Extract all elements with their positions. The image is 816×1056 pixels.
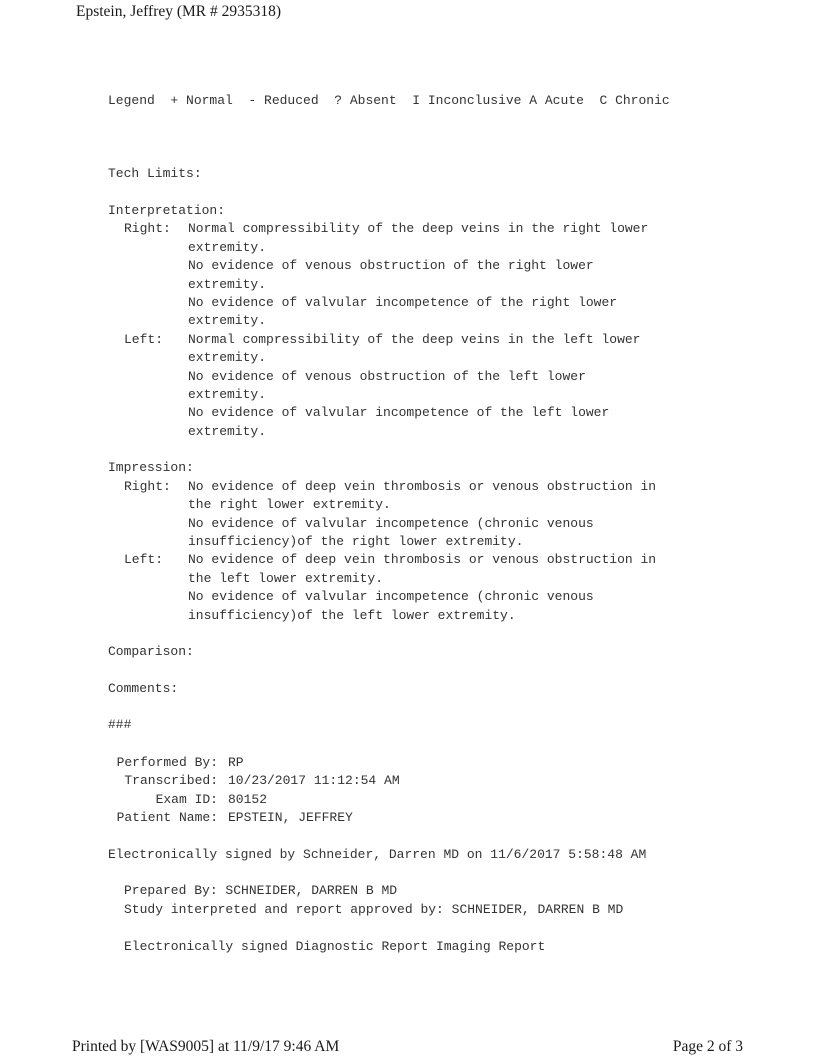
report-type-line: Electronically signed Diagnostic Report Imaging Report [124, 939, 546, 954]
impression-right-line: the right lower extremity. [188, 497, 391, 512]
electronic-signature-line: Electronically signed by Schneider, Darren MD on 11/6/2017 5:58:48 AM [108, 847, 647, 862]
impression-right-line: No evidence of valvular incompetence (chronic venous [188, 516, 594, 531]
section-separator: ### [108, 717, 132, 732]
prepared-by-line: Prepared By: SCHNEIDER, DARREN B MD [124, 883, 398, 898]
interpretation-heading: Interpretation: [108, 203, 226, 218]
impression-left-line: the left lower extremity. [188, 571, 384, 586]
printed-by-footer: Printed by [WAS9005] at 11/9/17 9:46 AM [72, 1038, 340, 1055]
performed-by-label: Performed By: [116, 755, 218, 770]
interpretation-left-line: extremity. [188, 350, 267, 365]
patient-name-label: Patient Name: [116, 810, 218, 825]
impression-left-line: insufficiency)of the left lower extremity. [188, 608, 516, 623]
page-number: Page 2 of 3 [672, 1038, 743, 1055]
interpretation-left-line: extremity. [188, 424, 267, 439]
comparison-label: Comparison: [108, 644, 194, 659]
impression-left-line: No evidence of valvular incompetence (chronic venous [188, 589, 594, 604]
impression-right-line: insufficiency)of the right lower extremity. [188, 534, 524, 549]
interpretation-right-line: extremity. [188, 313, 267, 328]
legend-line: Legend + Normal - Reduced ? Absent I Inconclusive A Acute C Chronic [108, 93, 670, 108]
interpretation-right-line: No evidence of valvular incompetence of the right lower [188, 295, 618, 310]
interpretation-left-line: No evidence of venous obstruction of the left lower [188, 369, 586, 384]
tech-limits-label: Tech Limits: [108, 166, 202, 181]
interpretation-right-line: Normal compressibility of the deep veins in the right lower [188, 221, 649, 236]
interpretation-left-line: Normal compressibility of the deep veins in the left lower [188, 332, 641, 347]
impression-right-label: Right: [124, 479, 171, 494]
exam-id-label: Exam ID: [155, 792, 218, 807]
transcribed-label: Transcribed: [124, 773, 218, 788]
exam-id-value: 80152 [228, 792, 268, 807]
performed-by-value: RP [228, 755, 244, 770]
comments-label: Comments: [108, 681, 179, 696]
interpretation-right-line: No evidence of venous obstruction of the right lower [188, 258, 594, 273]
interpretation-left-line: No evidence of valvular incompetence of the left lower [188, 405, 610, 420]
impression-left-label: Left: [124, 552, 164, 567]
impression-left-line: No evidence of deep vein thrombosis or venous obstruction in [188, 552, 657, 567]
patient-name-value: EPSTEIN, JEFFREY [228, 810, 353, 825]
interpretation-right-line: extremity. [188, 240, 267, 255]
impression-heading: Impression: [108, 460, 194, 475]
patient-header: Epstein, Jeffrey (MR # 2935318) [76, 3, 282, 20]
interpretation-right-line: extremity. [188, 277, 267, 292]
interpretation-left-line: extremity. [188, 387, 267, 402]
transcribed-value: 10/23/2017 11:12:54 AM [228, 773, 400, 788]
interpretation-left-label: Left: [124, 332, 164, 347]
impression-right-line: No evidence of deep vein thrombosis or venous obstruction in [188, 479, 657, 494]
approved-by-line: Study interpreted and report approved by: SCHNEIDER, DARREN B MD [124, 902, 624, 917]
interpretation-right-label: Right: [124, 221, 171, 236]
